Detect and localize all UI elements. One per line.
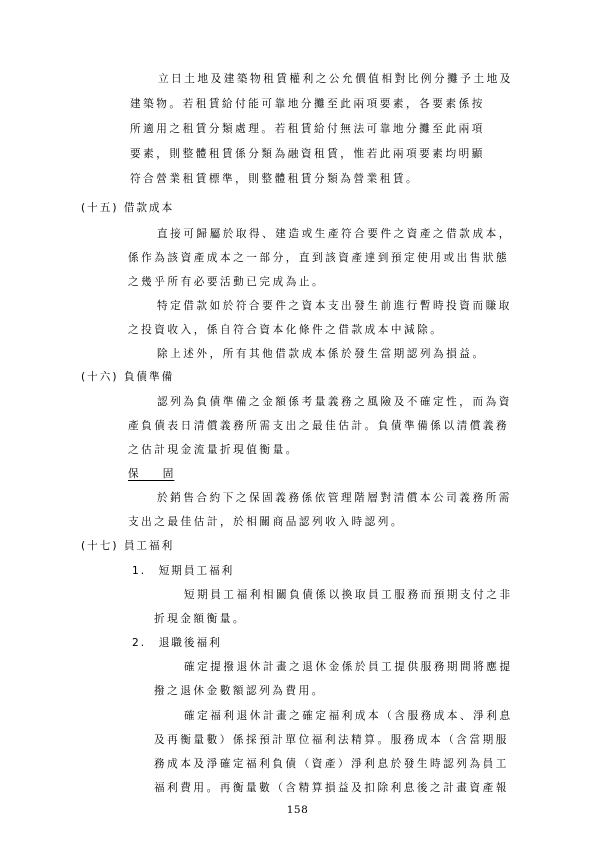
paragraph-line: 確定提撥退休計畫之退休金係於員工提供服務期間將應提	[184, 661, 513, 673]
paragraph-line: 短期員工福利相關負債係以換取員工服務而預期支付之非	[184, 589, 513, 601]
paragraph-line: 所適用之租賃分類處理。若租賃給付無法可靠地分攤至此兩項	[130, 123, 485, 135]
paragraph-line: 及再衡量數）係採預計單位福利法精算。服務成本（含當期服	[154, 734, 509, 746]
paragraph-line: 立日土地及建築物租賃權利之公允價值相對比例分攤予土地及	[158, 73, 513, 85]
section-heading-17: (十七) 員工福利	[81, 540, 175, 552]
paragraph-line: 符合營業租賃標準，則整體租賃分類為營業租賃。	[130, 173, 420, 185]
paragraph-line: 要素，則整體租賃係分類為融資租賃，惟若此兩項要素均明顯	[130, 148, 485, 160]
paragraph-line: 係作為該資產成本之一部分，直到該資產達到預定使用或出售狀態	[128, 252, 510, 264]
paragraph-line: 特定借款如於符合要件之資本支出發生前進行暫時投資而賺取	[157, 300, 512, 312]
paragraph-line: 認列為負債準備之金額係考量義務之風險及不確定性，而為資	[157, 396, 512, 408]
paragraph-line: 於銷售合約下之保固義務係依管理階層對清償本公司義務所需	[157, 492, 512, 504]
paragraph-line: 直接可歸屬於取得、建造或生產符合要件之資產之借款成本，	[157, 228, 512, 240]
paragraph-line: 確定福利退休計畫之確定福利成本（含服務成本、淨利息	[184, 710, 513, 722]
paragraph-line: 福利費用。再衡量數（含精算損益及扣除利息後之計畫資產報	[154, 782, 509, 794]
paragraph-line: 產負債表日清償義務所需支出之最佳估計。負債準備係以清償義務	[128, 420, 510, 432]
page-number: 158	[286, 804, 309, 816]
paragraph-line: 之幾乎所有必要活動已完成為止。	[128, 276, 326, 288]
paragraph-line: 支出之最佳估計，於相關商品認列收入時認列。	[128, 516, 405, 528]
paragraph-line: 除上述外，所有其他借款成本係於發生當期認列為損益。	[157, 348, 486, 360]
paragraph-line: 務成本及淨確定福利負債（資產）淨利息於發生時認列為員工	[154, 758, 509, 770]
paragraph-line: 折現金額衡量。	[154, 613, 247, 625]
subsection-heading-short-term: 1. 短期員工福利	[132, 565, 235, 577]
subsection-heading-post-employment: 2. 退職後福利	[132, 637, 222, 649]
paragraph-line: 之估計現金流量折現值衡量。	[128, 444, 299, 456]
section-heading-16: (十六) 負債準備	[81, 371, 175, 383]
section-heading-15: (十五) 借款成本	[81, 202, 175, 214]
paragraph-line: 之投資收入，係自符合資本化條件之借款成本中減除。	[128, 324, 444, 336]
paragraph-line: 建築物。若租賃給付能可靠地分攤至此兩項要素，各要素係按	[130, 98, 485, 110]
subheading-warranty: 保 固	[128, 468, 175, 480]
paragraph-line: 撥之退休金數額認列為費用。	[154, 685, 325, 697]
